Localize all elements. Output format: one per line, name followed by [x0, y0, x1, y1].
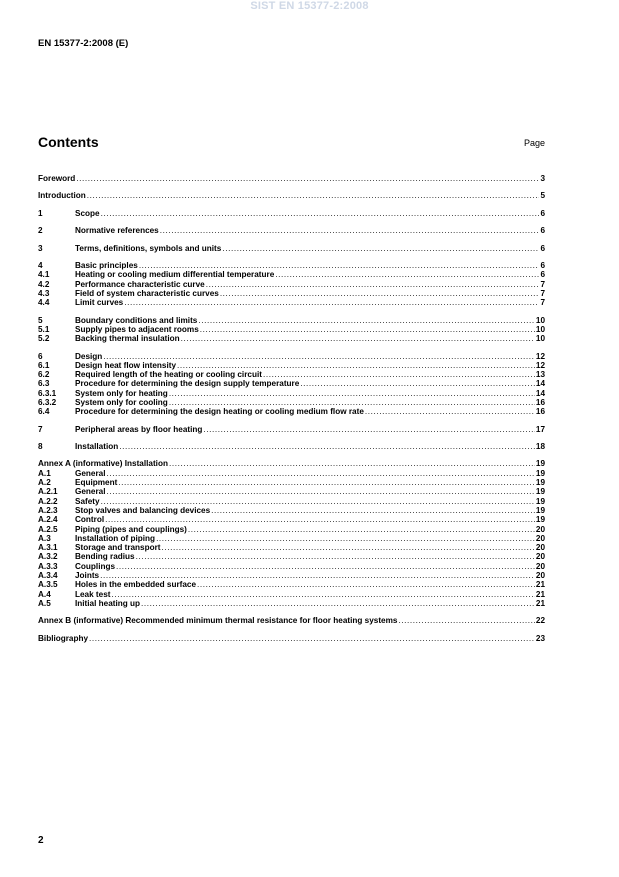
toc-entry[interactable]: [38, 352, 545, 361]
toc-entry[interactable]: [38, 552, 545, 561]
toc-entry-title: Control: [75, 515, 105, 525]
toc-entry-page: 19: [535, 505, 545, 515]
toc-entry[interactable]: [38, 244, 545, 253]
toc-entry-title: Limit curves: [75, 298, 124, 308]
toc-entry-page: 19: [535, 478, 545, 488]
page-number: 2: [38, 835, 44, 846]
toc-entry-number: 6.2: [38, 370, 50, 380]
toc-dot-leader: [177, 361, 535, 370]
toc-entry-title: Equipment: [75, 478, 118, 488]
toc-entry-title: Heating or cooling medium differential temperature: [75, 270, 275, 280]
toc-entry-page: 20: [535, 543, 545, 553]
toc-entry-page: 23: [535, 633, 545, 643]
toc-entry-number: 5.2: [38, 334, 50, 344]
toc-dot-leader: [203, 425, 534, 434]
toc-entry[interactable]: [38, 571, 545, 580]
toc-entry-number: A.1: [38, 468, 51, 478]
toc-entry-page: 19: [535, 459, 545, 469]
toc-entry[interactable]: [38, 425, 545, 434]
toc-entry-page: 22: [535, 616, 545, 626]
toc-entry-page: 21: [535, 598, 545, 608]
toc-entry-title: Field of system characteristic curves: [75, 288, 219, 298]
toc-entry-title: Backing thermal insulation: [75, 334, 180, 344]
toc-entry-number: 4.1: [38, 270, 50, 280]
toc-entry-page: 20: [535, 552, 545, 562]
toc-dot-leader: [76, 174, 539, 183]
toc-entry-title: Storage and transport: [75, 543, 161, 553]
toc-entry-title: Required length of the heating or cooling circuit: [75, 370, 262, 380]
toc-entry-number: 4.2: [38, 279, 50, 289]
toc-dot-leader: [89, 634, 535, 643]
toc-entry-page: 14: [535, 388, 545, 398]
toc-entry-number: A.2.2: [38, 496, 58, 506]
toc-entry[interactable]: [38, 634, 545, 643]
toc-entry-page: 3: [540, 174, 545, 183]
document-id: EN 15377-2:2008 (E): [38, 38, 129, 49]
toc-entry-title: Annex A (informative) Installation: [38, 459, 168, 469]
toc-dot-leader: [206, 280, 540, 289]
toc-entry-title: System only for heating: [75, 388, 168, 398]
toc-entry-page: 10: [535, 315, 545, 325]
toc-dot-leader: [156, 534, 535, 543]
toc-entry-page: 7: [540, 279, 545, 289]
toc-entry[interactable]: [38, 398, 545, 407]
toc-entry-title: Bibliography: [38, 633, 89, 643]
toc-entry-title: Procedure for determining the design heating or cooling medium flow rate: [75, 407, 364, 417]
toc-entry-page: 20: [535, 571, 545, 581]
toc-entry-page: 7: [540, 288, 545, 298]
toc-entry-title: Bending radius: [75, 552, 135, 562]
toc-entry-page: 6: [540, 226, 545, 236]
toc-entry[interactable]: [38, 580, 545, 589]
toc-entry-title: Procedure for determining the design supply temperature: [75, 379, 300, 389]
toc-entry-page: 16: [535, 398, 545, 407]
page-column-label: Page: [523, 138, 545, 148]
toc-entry[interactable]: [38, 298, 545, 307]
toc-entry[interactable]: [38, 616, 545, 625]
toc-entry[interactable]: [38, 469, 545, 478]
toc-entry-title: Joints: [75, 571, 100, 581]
toc-dot-leader: [87, 191, 540, 200]
table-of-contents: [38, 174, 545, 643]
toc-entry-title: Performance characteristic curve: [75, 279, 205, 289]
contents-title: Contents: [38, 134, 99, 150]
toc-entry[interactable]: [38, 562, 545, 571]
toc-entry-number: 4.3: [38, 288, 50, 298]
toc-entry-number: 6.3.1: [38, 388, 57, 398]
toc-entry-page: 20: [535, 524, 545, 534]
toc-dot-leader: [263, 370, 535, 379]
toc-entry[interactable]: [38, 515, 545, 524]
toc-entry-number: 6.3.2: [38, 398, 57, 407]
toc-dot-leader: [112, 590, 535, 599]
toc-entry[interactable]: [38, 370, 545, 379]
toc-entry[interactable]: [38, 379, 545, 388]
toc-entry-title: Normative references: [75, 226, 159, 236]
toc-dot-leader: [116, 562, 535, 571]
toc-entry-number: A.2.1: [38, 487, 58, 497]
toc-entry-page: 5: [540, 191, 545, 201]
toc-entry-page: 6: [540, 260, 545, 270]
toc-entry[interactable]: [38, 543, 545, 552]
toc-entry-page: 6: [540, 208, 545, 218]
toc-entry-page: 21: [535, 589, 545, 599]
toc-entry[interactable]: [38, 487, 545, 496]
toc-entry[interactable]: [38, 270, 545, 279]
toc-entry-number: 4: [38, 260, 43, 270]
toc-dot-leader: [107, 487, 535, 496]
toc-entry-page: 10: [535, 334, 545, 344]
toc-entry-page: 12: [535, 360, 545, 370]
toc-entry-title: Basic principles: [75, 260, 138, 270]
toc-entry-title: Installation: [75, 442, 119, 452]
toc-entry-page: 6: [540, 270, 545, 280]
toc-dot-leader: [100, 571, 535, 580]
toc-entry-title: Leak test: [75, 589, 111, 599]
toc-dot-leader: [169, 459, 535, 468]
toc-entry-number: A.3: [38, 533, 51, 543]
toc-entry-page: 20: [535, 561, 545, 571]
toc-dot-leader: [103, 352, 535, 361]
toc-entry-number: A.3.3: [38, 561, 58, 571]
toc-entry-title: Supply pipes to adjacent rooms: [75, 324, 199, 334]
toc-entry-page: 10: [535, 324, 545, 334]
toc-entry[interactable]: [38, 261, 545, 270]
toc-entry-number: A.4: [38, 589, 51, 599]
toc-dot-leader: [160, 226, 540, 235]
toc-entry-title: Terms, definitions, symbols and units: [75, 243, 222, 253]
toc-entry-title: Scope: [75, 208, 100, 218]
toc-entry[interactable]: [38, 174, 545, 183]
toc-entry-title: Foreword: [38, 174, 76, 183]
toc-entry-title: Design heat flow intensity: [75, 360, 176, 370]
toc-entry-page: 18: [535, 442, 545, 452]
toc-entry-title: Couplings: [75, 561, 116, 571]
toc-entry[interactable]: [38, 389, 545, 398]
toc-entry-number: A.3.4: [38, 571, 58, 581]
toc-entry-title: Peripheral areas by floor heating: [75, 424, 203, 434]
toc-entry-number: 5.1: [38, 324, 50, 334]
toc-dot-leader: [365, 407, 535, 416]
toc-entry-number: 6.4: [38, 407, 50, 417]
toc-entry-number: A.3.5: [38, 580, 58, 590]
toc-entry-title: System only for cooling: [75, 398, 168, 407]
toc-entry-number: A.2.5: [38, 524, 58, 534]
toc-entry-number: 5: [38, 315, 43, 325]
toc-entry-number: 6.3: [38, 379, 50, 389]
toc-dot-leader: [222, 244, 539, 253]
toc-entry-number: A.3.1: [38, 543, 58, 553]
toc-entry-page: 14: [535, 379, 545, 389]
toc-entry-page: 6: [540, 243, 545, 253]
toc-entry[interactable]: [38, 280, 545, 289]
toc-dot-leader: [136, 552, 535, 561]
toc-entry[interactable]: [38, 325, 545, 334]
toc-dot-leader: [141, 599, 535, 608]
toc-entry-number: 2: [38, 226, 43, 236]
toc-entry-title: Piping (pipes and couplings): [75, 524, 187, 534]
toc-dot-leader: [139, 261, 540, 270]
toc-entry[interactable]: [38, 209, 545, 218]
toc-dot-leader: [169, 398, 535, 407]
toc-entry-page: 19: [535, 487, 545, 497]
toc-dot-leader: [198, 316, 535, 325]
toc-entry-number: A.3.2: [38, 552, 58, 562]
toc-dot-leader: [300, 379, 535, 388]
toc-entry-number: 3: [38, 243, 43, 253]
toc-entry-number: 8: [38, 442, 43, 452]
toc-entry-title: Boundary conditions and limits: [75, 315, 198, 325]
toc-dot-leader: [275, 270, 539, 279]
toc-entry[interactable]: [38, 599, 545, 608]
toc-dot-leader: [197, 580, 535, 589]
toc-entry-title: Installation of piping: [75, 533, 156, 543]
toc-dot-leader: [119, 442, 535, 451]
toc-dot-leader: [105, 515, 535, 524]
toc-entry-page: 13: [535, 370, 545, 380]
toc-entry-page: 17: [535, 424, 545, 434]
toc-entry-number: A.2: [38, 478, 51, 488]
toc-entry-page: 19: [535, 515, 545, 525]
toc-dot-leader: [169, 389, 535, 398]
toc-entry-page: 16: [535, 407, 545, 417]
toc-dot-leader: [220, 289, 540, 298]
toc-entry-title: Introduction: [38, 191, 86, 201]
toc-entry[interactable]: [38, 316, 545, 325]
toc-entry-title: General: [75, 468, 106, 478]
toc-entry-page: 12: [535, 351, 545, 361]
toc-dot-leader: [211, 506, 535, 515]
toc-entry[interactable]: [38, 534, 545, 543]
toc-entry-page: 20: [535, 533, 545, 543]
toc-entry-title: Design: [75, 351, 103, 361]
toc-entry-title: General: [75, 487, 106, 497]
toc-entry[interactable]: [38, 226, 545, 235]
toc-dot-leader: [101, 497, 535, 506]
toc-entry-title: Safety: [75, 496, 100, 506]
toc-entry-title: Initial heating up: [75, 598, 141, 608]
toc-entry[interactable]: [38, 191, 545, 200]
toc-entry-page: 19: [535, 496, 545, 506]
toc-entry-page: 19: [535, 468, 545, 478]
toc-entry[interactable]: [38, 459, 545, 468]
toc-dot-leader: [188, 525, 535, 534]
toc-entry-title: Stop valves and balancing devices: [75, 505, 211, 515]
toc-entry-number: 1: [38, 208, 43, 218]
toc-dot-leader: [398, 616, 534, 625]
toc-entry[interactable]: [38, 497, 545, 506]
toc-entry-number: A.5: [38, 598, 51, 608]
toc-entry-title: Annex B (informative) Recommended minimum thermal resistance for floor heating systems: [38, 616, 398, 626]
toc-entry-number: 4.4: [38, 298, 50, 308]
toc-entry-number: 7: [38, 424, 43, 434]
toc-entry[interactable]: [38, 289, 545, 298]
toc-dot-leader: [181, 334, 535, 343]
toc-dot-leader: [107, 469, 535, 478]
toc-entry-title: Holes in the embedded surface: [75, 580, 197, 590]
toc-entry-number: A.2.3: [38, 505, 58, 515]
toc-entry[interactable]: [38, 442, 545, 451]
toc-entry[interactable]: [38, 478, 545, 487]
toc-entry[interactable]: [38, 407, 545, 416]
toc-entry-page: 21: [535, 580, 545, 590]
toc-entry-number: 6: [38, 351, 43, 361]
toc-entry[interactable]: [38, 334, 545, 343]
toc-entry[interactable]: [38, 506, 545, 515]
watermark: SIST EN 15377-2:2008: [250, 0, 369, 12]
toc-entry-number: 6.1: [38, 360, 50, 370]
toc-dot-leader: [101, 209, 540, 218]
toc-dot-leader: [118, 478, 535, 487]
toc-entry-page: 7: [540, 298, 545, 308]
toc-entry[interactable]: [38, 525, 545, 534]
toc-entry[interactable]: [38, 590, 545, 599]
toc-entry[interactable]: [38, 361, 545, 370]
toc-dot-leader: [200, 325, 535, 334]
toc-entry-number: A.2.4: [38, 515, 58, 525]
toc-dot-leader: [124, 298, 539, 307]
toc-dot-leader: [162, 543, 535, 552]
